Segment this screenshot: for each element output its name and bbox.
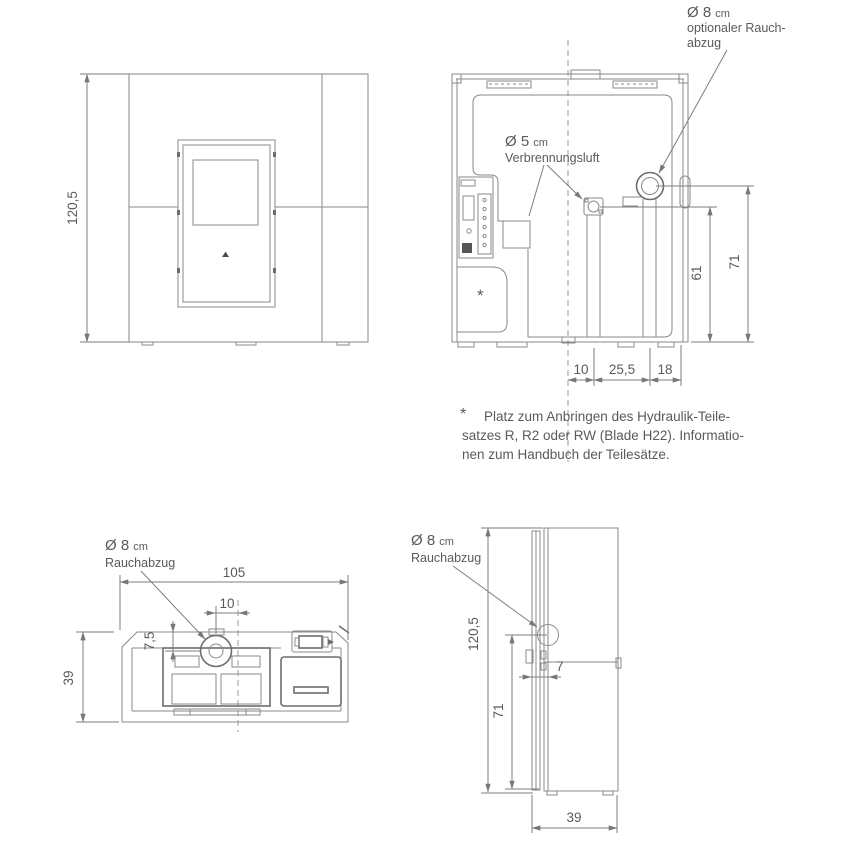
flame-logo-icon	[222, 252, 229, 257]
rear-view	[452, 4, 786, 462]
top-view	[61, 537, 349, 732]
top-tray	[174, 709, 260, 715]
top-smoke-label-size: Ø 8 cm	[105, 537, 148, 554]
side-height-dimension	[466, 528, 543, 793]
side-depth-dimension	[532, 795, 617, 833]
svg-text:abzug: abzug	[687, 36, 722, 50]
svg-text:Rauchabzug: Rauchabzug	[411, 551, 482, 565]
top-display-panel	[292, 631, 334, 652]
combustion-air-label	[505, 133, 600, 216]
dim-top-smoke-depth: 7,5	[142, 631, 157, 651]
footnote-line-2: satzes R, R2 oder RW (Blade H22). Informatio-	[462, 428, 744, 443]
svg-text:Rauchabzug: Rauchabzug	[105, 556, 176, 570]
rear-air-duct-box	[503, 221, 530, 248]
top-pellet-lid	[281, 657, 341, 706]
rear-bottom-dimensions	[568, 345, 681, 386]
footnote	[460, 406, 744, 462]
dim-smoke-to-edge: 18	[657, 362, 673, 377]
rear-body	[452, 74, 688, 342]
rear-inner-chamber	[473, 95, 672, 337]
top-depth-dimension	[61, 632, 119, 722]
combustion-air-label-size: Ø 5 cm	[505, 133, 548, 150]
side-smoke-label	[411, 532, 537, 627]
hydraulic-kit-asterisk: *	[477, 286, 484, 305]
rear-smoke-label-size: Ø 8 cm	[687, 4, 730, 21]
rear-smoke-label	[659, 4, 786, 173]
footnote-line-1: Platz zum Anbringen des Hydraulik-Teile-	[484, 409, 731, 424]
dim-side-offset: 7	[556, 659, 564, 674]
combustion-air-port	[584, 198, 603, 337]
dim-air-to-smoke: 25,5	[608, 362, 636, 377]
footnote-line-3: nen zum Handbuch der Teilesätze.	[462, 447, 670, 462]
dim-air-height: 61	[689, 265, 704, 281]
dim-top-depth: 39	[61, 670, 76, 686]
front-view	[65, 74, 368, 345]
dim-smoke-height: 71	[727, 254, 742, 270]
door-window	[193, 160, 258, 225]
footnote-marker: *	[460, 406, 467, 423]
svg-text:optionaler Rauch-: optionaler Rauch-	[687, 21, 786, 35]
side-view	[411, 528, 621, 833]
rear-electrical-box	[459, 177, 493, 258]
dim-top-offset: 10	[219, 596, 235, 611]
smoke-outlet-rear	[623, 173, 664, 338]
front-height-dim-text: 120,5	[65, 191, 80, 225]
front-door-inner-frame	[183, 145, 270, 302]
dim-side-depth: 39	[566, 810, 582, 825]
top-grille-panel	[163, 648, 270, 706]
svg-text:Verbrennungsluft: Verbrennungsluft	[505, 151, 600, 165]
side-smoke-label-size: Ø 8 cm	[411, 532, 454, 549]
hydraulic-kit-space	[457, 267, 507, 332]
dim-side-height: 120,5	[466, 617, 481, 651]
top-offset-dimension	[204, 596, 250, 634]
rear-height-dimensions	[600, 186, 754, 342]
side-smoke-height-dimension	[491, 635, 547, 789]
dim-center-to-air: 10	[573, 362, 589, 377]
front-height-dimension	[65, 74, 129, 342]
dim-side-smoke-height: 71	[491, 703, 506, 719]
rear-walls	[452, 70, 688, 342]
dim-top-width: 105	[222, 565, 246, 580]
